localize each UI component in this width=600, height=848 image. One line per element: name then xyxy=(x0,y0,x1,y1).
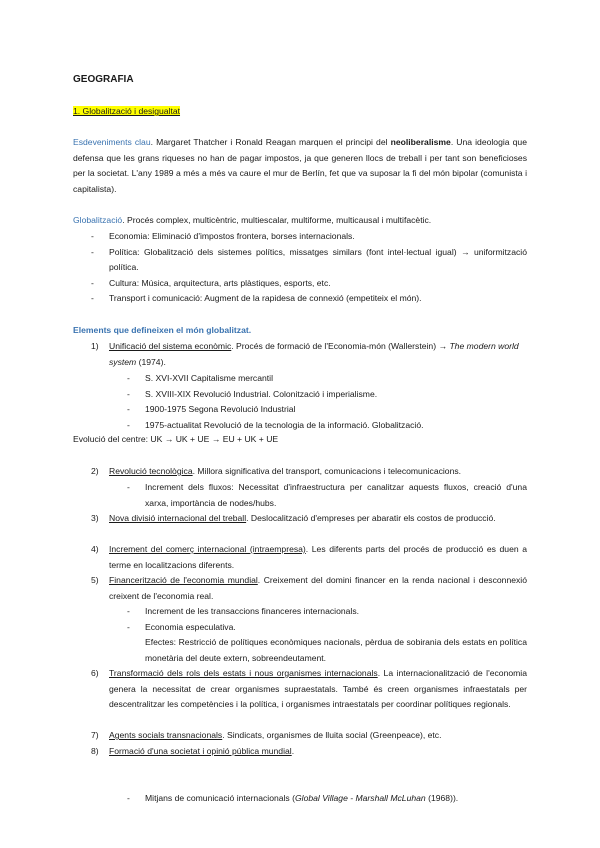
sub-item-text: Mitjans de comunicació internacionals ( xyxy=(145,793,295,803)
sub-item-text-end: (1968)). xyxy=(425,793,459,803)
point-title: Formació d'una societat i opinió pública mundial xyxy=(109,746,292,756)
list-item-text: Política: Globalització dels sistemes polítics, missatges similars (font intel·lectual igual) → uniformització política. xyxy=(109,246,527,272)
list-dash: - xyxy=(91,293,94,303)
point-number: 3) xyxy=(91,513,99,523)
point-3 xyxy=(91,511,527,527)
list-dash: - xyxy=(127,606,130,616)
center-evolution: Evolució del centre: UK → UK + UE → EU + UK + UE xyxy=(73,434,279,444)
point-text: . Les diferents parts del procés de producció es duen a terme en localitzacions diferents. xyxy=(109,544,527,570)
key-events-paragraph xyxy=(73,135,527,197)
list-item xyxy=(91,245,527,276)
list-item xyxy=(91,291,527,307)
sub-item xyxy=(127,418,527,434)
point-number: 4) xyxy=(91,544,99,554)
point-text: . La internacionalització de l'economia genera la necessitat de crear organismes supraestatals. També és creen organismes infraestatals per descentralitzar les competències i la política, i organismes intraestatals per coordinar polítiques regionals. xyxy=(109,668,527,709)
section-heading xyxy=(73,104,180,120)
book-title: The modern world system xyxy=(109,341,519,367)
sub-item xyxy=(127,604,527,620)
list-item-text: Transport i comunicació: Augment de la rapidesa de connexió (empetiteix el món). xyxy=(109,293,422,303)
point-7 xyxy=(91,728,527,744)
key-events-text-cont: . Una ideologia que defensa que les grans riqueses no han de pagar impostos, ja que generen llocs de treball i per tant son beneficioses per la societat. L'any 1989 a més a més va caure el mur de Berlín, fet que va suposar la fi del món bipolar (comunista i capitalista). xyxy=(73,137,527,194)
point-2 xyxy=(91,464,527,480)
point-number: 5) xyxy=(91,575,99,585)
list-dash: - xyxy=(91,246,94,257)
point-text: . Sindicats, organismes de lluita social (Greenpeace), etc. xyxy=(222,730,442,740)
point-title: Agents socials transnacionals xyxy=(109,730,223,740)
list-dash: - xyxy=(91,277,94,288)
sub-item xyxy=(127,371,527,387)
point-text: . Deslocalització d'empreses per abaratir els costos de producció. xyxy=(246,513,496,523)
globalization-label: Globalització xyxy=(73,215,123,225)
point-text: . Millora significativa del transport, comunicacions i telecomunicacions. xyxy=(192,466,462,476)
point-title: Transformació dels rols dels estats i nous organismes internacionals xyxy=(109,668,378,678)
list-dash: - xyxy=(127,373,130,383)
point-number: 8) xyxy=(91,746,99,756)
point-title: Unificació del sistema econòmic xyxy=(109,341,232,351)
point-number: 2) xyxy=(91,466,99,476)
globalization-definition: . Procés complex, multicèntric, multiescalar, multiforme, multicausal i multifacètic. xyxy=(122,215,432,225)
list-dash: - xyxy=(127,419,130,430)
sub-item-text: Increment de les transaccions financeres internacionals. xyxy=(145,606,360,616)
point-8-sub xyxy=(127,791,527,807)
point-1 xyxy=(91,339,527,370)
effects-text: Efectes: Restricció de polítiques econòmiques nacionals, pèrdua de sobirania dels estats en política monetària del deute extern, sobreendeutament. xyxy=(145,637,527,663)
point-text: . xyxy=(291,746,295,756)
globalization-list xyxy=(91,229,527,307)
list-item-text: Economia: Eliminació d'impostos frontera, borses internacionals. xyxy=(109,231,355,241)
sub-item-text: S. XVI-XVII Capitalisme mercantil xyxy=(145,373,273,383)
list-dash: - xyxy=(127,404,130,414)
list-dash: - xyxy=(127,388,130,399)
neoliberalism-term: neoliberalisme xyxy=(390,137,451,147)
sub-item-text: S. XVIII-XIX Revolució Industrial. Colonització i imperialisme. xyxy=(145,388,378,399)
list-item-text: Cultura: Música, arquitectura, arts plàstiques, esports, etc. xyxy=(109,277,331,288)
list-item xyxy=(91,276,527,292)
point-title: Nova divisió internacional del treball xyxy=(109,513,247,523)
list-dash: - xyxy=(127,482,130,492)
section-heading-text: 1. Globalització i desigualtat xyxy=(73,106,181,116)
point-title: Increment del comerç internacional (intraempresa) xyxy=(109,544,306,554)
key-events-label: Esdeveniments clau xyxy=(73,137,151,147)
point-5-sublist xyxy=(127,604,527,666)
book-year: (1974). xyxy=(136,356,166,367)
sub-item xyxy=(127,620,527,636)
sub-item xyxy=(127,402,527,418)
list-dash: - xyxy=(127,793,130,803)
globalization-paragraph xyxy=(73,213,527,229)
sub-item-text: Increment dels fluxos: Necessitat d'infraestructura per canalitzar aquests fluxos, creació d'una xarxa, importància de nodes/hubs. xyxy=(145,482,527,508)
point-text: . Procés de formació de l'Economia-món (Wallerstein) → xyxy=(231,341,450,351)
sub-item-text: Economia especulativa. xyxy=(145,621,236,632)
point-8 xyxy=(91,744,527,760)
sub-item-text: 1975-actualitat Revolució de la tecnologia de la informació. Globalització. xyxy=(145,419,424,430)
point-4 xyxy=(91,542,527,573)
point-6 xyxy=(91,666,527,713)
key-events-text: . Margaret Thatcher i Ronald Reagan marquen el principi del xyxy=(150,137,391,147)
document-title: GEOGRAFIA xyxy=(73,74,134,85)
point-1-sublist xyxy=(127,371,527,433)
point-title: Financerització de l'economia mundial xyxy=(109,575,258,585)
list-dash: - xyxy=(91,231,94,241)
global-village-reference: Global Village - Marshall McLuhan xyxy=(294,793,426,803)
point-number: 7) xyxy=(91,730,99,740)
elements-heading: Elements que defineixen el món globalitzat. xyxy=(73,325,252,335)
point-number: 6) xyxy=(91,668,99,678)
sub-item-text: 1900-1975 Segona Revolució Industrial xyxy=(145,404,296,414)
point-title: Revolució tecnològica xyxy=(109,466,193,476)
point-5 xyxy=(91,573,527,604)
point-number: 1) xyxy=(91,341,99,351)
point-text: . Creixement del domini financer en la renda nacional i desconnexió creixent de l'economia real. xyxy=(109,575,527,601)
sub-item xyxy=(127,387,527,403)
list-dash: - xyxy=(127,621,130,632)
point-2-sub xyxy=(127,480,527,511)
list-item xyxy=(91,229,527,245)
